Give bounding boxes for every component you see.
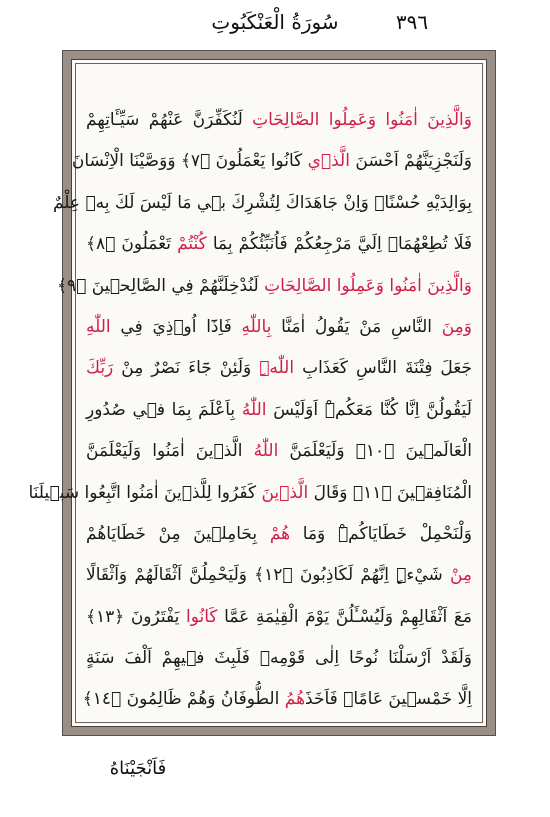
highlighted-text: اللّٰهِ — [259, 358, 295, 379]
verse-text: وَلْنَحْمِلْ خَطَايَاكُمْۜ وَمَا — [290, 523, 472, 544]
verse-text: وَلَنَجْزِيَنَّهُمْ اَحْسَنَ — [349, 151, 472, 172]
highlighted-text: وَالَّذِينَ اٰمَنُوا وَعَمِلُوا الصَّالِحَاتِ — [252, 110, 472, 130]
verse-text: الَّذ۪ينَ اٰمَنُوا وَلَيَعْلَمَنَّ — [86, 441, 254, 462]
verse-line — [86, 390, 472, 431]
text-panel — [28, 59, 487, 727]
catchword: فَاَنْجَيْنَاهُ — [109, 758, 167, 779]
verse-line — [86, 348, 472, 389]
highlighted-text: هُمْ — [269, 523, 291, 544]
verse-line — [86, 224, 472, 265]
verse-text: كَفَرُوا لِلَّذ۪ينَ اٰمَنُوا اتَّبِعُوا سَب۪يلَنَا — [28, 482, 262, 503]
page-header — [0, 8, 550, 42]
verse-text: لَنُدْخِلَنَّهُمْ فِي الصَّالِح۪ينَ ﴿٩﴾ — [57, 275, 265, 296]
verse-line — [86, 514, 472, 555]
highlighted-text: بِاللّٰهِ — [241, 316, 272, 337]
page-number: ٣٩٦ — [395, 10, 429, 34]
verse-text: النَّاسِ مَنْ يَقُولُ اٰمَنَّا — [271, 316, 442, 337]
verse-text: بِوَالِدَيْهِ حُسْنًاۜ وَاِنْ جَاهَدَاكَ لِتُشْرِكَ ب۪ي مَا لَيْسَ لَكَ بِه۪ عِلْمٌ — [52, 192, 472, 213]
verse-line — [86, 100, 472, 141]
verse-text: الطُّوفَانُ وَهُمْ ظَالِمُونَ ﴿١٤﴾ — [82, 689, 285, 710]
verse-text: بِاَعْلَمَ بِمَا ف۪ي صُدُورِ — [86, 399, 242, 420]
verse-text: مَعَ اَثْقَالِهِمْ وَلَيُسْـَٔلُنَّ يَوْمَ الْقِيٰمَةِ عَمَّا — [217, 606, 473, 627]
highlighted-text: وَمِنَ — [441, 316, 472, 337]
verse-lines — [28, 100, 473, 721]
verse-text: يَفْتَرُونَ ﴿١٣﴾ — [86, 606, 186, 627]
highlighted-text: رَبِّكَ — [86, 358, 114, 379]
verse-text: فَلَا تُطِعْهُمَاۜ اِلَيَّ مَرْجِعُكُمْ فَاُنَبِّئُكُمْ بِمَا — [206, 234, 473, 255]
verse-line — [86, 638, 472, 679]
verse-line — [52, 183, 472, 224]
highlighted-text: مِنْ — [449, 565, 472, 586]
highlighted-text: وَالَّذِينَ اٰمَنُوا وَعَمِلُوا الصَّالِحَاتِ — [264, 275, 472, 296]
verse-line — [82, 679, 472, 720]
highlighted-text: كَانُوا — [186, 606, 218, 627]
verse-text: فَاِذَٓا اُو۫ذِيَ فِي — [110, 316, 242, 337]
verse-text: كَانُوا يَعْمَلُونَ ﴿٧﴾ وَوَصَّيْنَا الْاِنْسَانَ — [71, 151, 308, 172]
highlighted-text: اللّٰهُ — [241, 399, 267, 420]
verse-line — [86, 597, 472, 638]
verse-text: ۜ وَلَئِنْ جَٓاءَ نَصْرٌ مِنْ — [113, 358, 260, 379]
verse-text: جَعَلَ فِتْنَةَ النَّاسِ كَعَذَابِ — [294, 358, 473, 379]
ornamental-frame — [28, 50, 496, 736]
verse-text: وَلَقَدْ اَرْسَلْنَا نُوحًا اِلٰى قَوْمِه۪ فَلَبِثَ ف۪يهِمْ اَلْفَ سَنَةٍ — [86, 648, 472, 669]
highlighted-text: الَّذ۪ينَ — [261, 482, 309, 503]
verse-text: الْعَالَم۪ينَ ﴿١٠﴾ وَلَيَعْلَمَنَّ — [278, 441, 473, 462]
highlighted-text: كُنْتُمْ — [177, 234, 207, 255]
verse-text: اِلَّا خَمْس۪ينَ عَامًاۜ فَاَخَذَ — [305, 689, 472, 710]
verse-line — [28, 473, 472, 514]
verse-line — [57, 266, 472, 307]
verse-text: الْمُنَافِق۪ينَ ﴿١١﴾ وَقَالَ — [308, 482, 472, 503]
verse-line — [86, 555, 472, 596]
highlighted-text: اللّٰهُ — [253, 441, 279, 462]
verse-text: شَيْءٍۜ اِنَّهُمْ لَكَاذِبُونَ ﴿١٢﴾ وَلَيَحْمِلُنَّ اَثْقَالَهُمْ وَاَثْقَالًا — [86, 565, 450, 586]
verse-text: لَيَقُولُنَّ اِنَّا كُنَّا مَعَكُمْۜ اَوَلَيْسَ — [266, 399, 472, 420]
verse-text: تَعْمَلُونَ ﴿٨﴾ — [86, 234, 178, 255]
verse-line — [86, 431, 472, 472]
surah-title: سُورَةُ الْعَنْكَبُوتِ — [211, 10, 339, 34]
highlighted-text: اللّٰهِ — [86, 316, 111, 337]
verse-line — [71, 141, 472, 182]
verse-text: لَنُكَفِّرَنَّ عَنْهُمْ سَيِّـَٔاتِهِمْ — [86, 110, 253, 130]
highlighted-text: هُمُ — [284, 689, 306, 710]
highlighted-text: الَّذ۪ي — [307, 151, 350, 172]
verse-text: بِحَامِل۪ينَ مِنْ خَطَايَاهُمْ — [86, 523, 270, 544]
verse-line — [86, 307, 472, 348]
